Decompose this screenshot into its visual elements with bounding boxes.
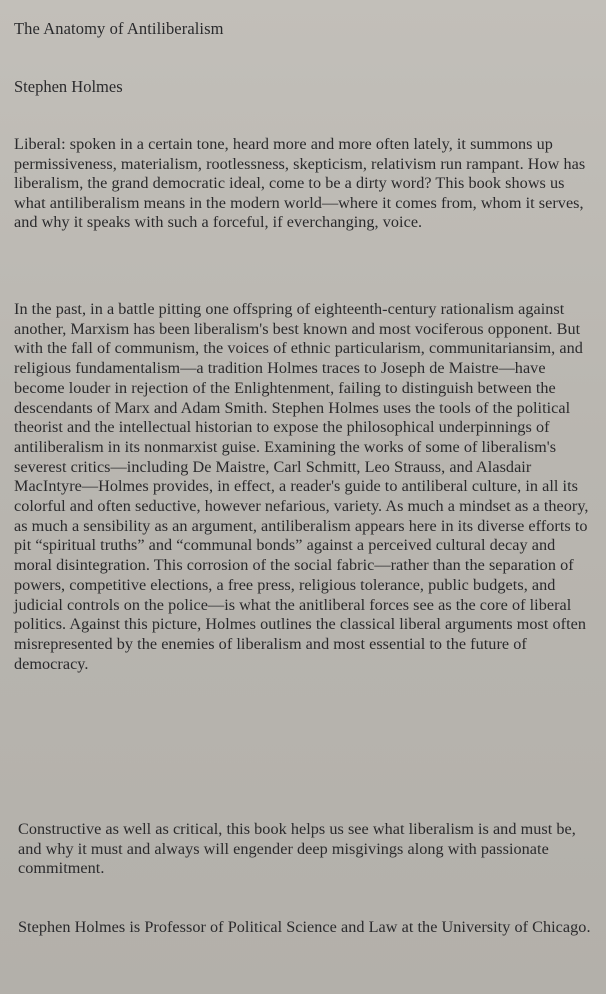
author-bio-paragraph: Stephen Holmes is Professor of Political Science and Law at the University of Chicago. <box>18 918 591 936</box>
book-author: Stephen Holmes <box>14 77 123 96</box>
description-paragraph-3: Constructive as well as critical, this book helps us see what liberalism is and must be, and why it must and always will engender deep misgivings along with passionate commitment. <box>18 820 576 878</box>
book-title: The Anatomy of Antiliberalism <box>14 19 224 38</box>
description-paragraph-1: Liberal: spoken in a certain tone, heard more and more often lately, it summons up permissiveness, materialism, rootlessness, skepticism, relativism run rampant. How has liberalism, the grand democratic ideal, come to be a dirty word? This book shows us what antiliberalism means in the modern world—where it comes from, whom it serves, and why it speaks with such a forceful, if everchanging, voice. <box>14 135 586 232</box>
description-paragraph-2: In the past, in a battle pitting one offspring of eighteenth-century rationalism against another, Marxism has been liberalism's best known and most vociferous opponent. But with the fall of communism, the voices of ethnic particularism, communitariansim, and religious fundamentalism—a tradition Holmes traces to Joseph de Maistre—have become louder in rejection of the Enlightenment, failing to distinguish between the descendants of Marx and Adam Smith. Stephen Holmes uses the tools of the political theorist and the intellectual historian to expose the philosophical underpinnings of antiliberalism in its nonmarxist guise. Examining the works of some of liberalism's severest critics—including De Maistre, Carl Schmitt, Leo Strauss, and Alasdair MacIntyre—Holmes provides, in effect, a reader's guide to antiliberal culture, in all its colorful and often seductive, however nefarious, variety. As much a mindset as a theory, as much a sensibility as an argument, antiliberalism appears here in its diverse efforts to pit “spiritual truths” and “communal bonds” against a perceived cultural decay and moral disintegration. This corrosion of the social fabric—rather than the separation of powers, competitive elections, a free press, religious tolerance, public budgets, and judicial controls on the police—is what the anitliberal forces see as the core of liberal politics. Against this picture, Holmes outlines the classical liberal arguments most often misrepresented by the enemies of liberalism and most essential to the future of democracy. <box>14 300 589 673</box>
